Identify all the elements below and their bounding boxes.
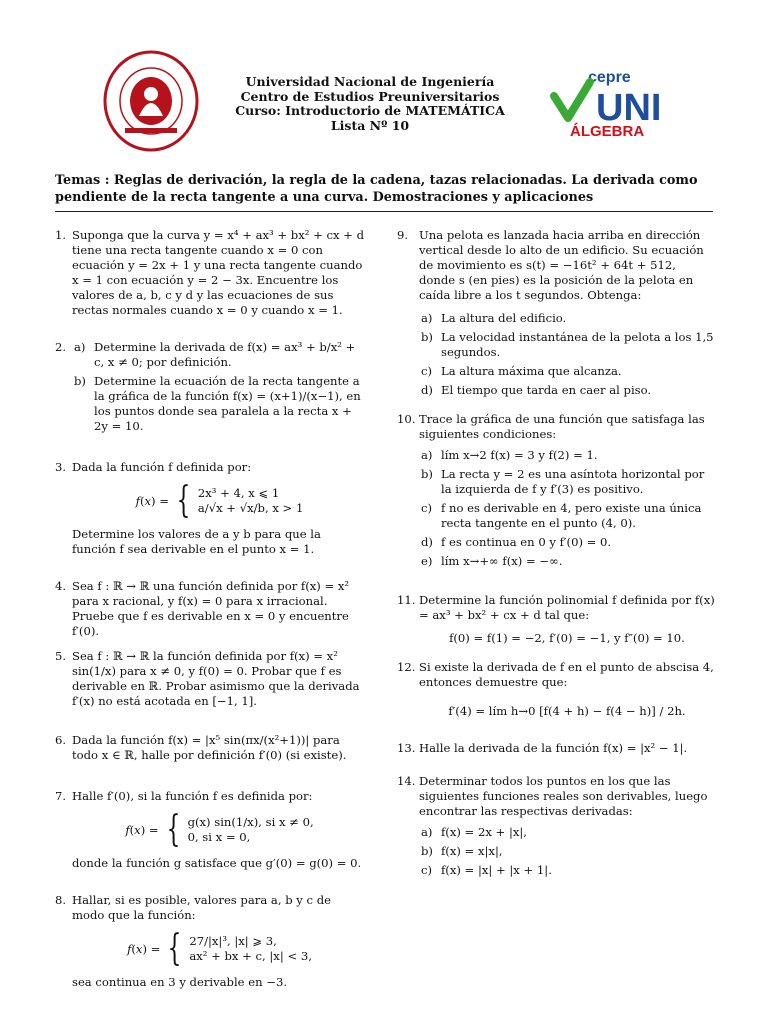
problem-number: 10. — [397, 412, 416, 426]
problem-text: Dada la función f definida por: — [72, 460, 252, 474]
subitem-b: b) f(x) = x|x|, — [421, 844, 503, 858]
subitem-list — [419, 825, 715, 878]
problem-9 — [397, 228, 715, 398]
subitem-c: c) f no es derivable en 4, pero existe una única recta tangente en el punto (4, 0). — [421, 501, 702, 530]
problem-text: Hallar, si es posible, valores para a, b y c de modo que la función: — [72, 893, 331, 922]
problem-number: 13. — [397, 741, 416, 755]
list-number: Lista Nº 10 — [330, 117, 410, 133]
svg-text:cepre: cepre — [588, 69, 631, 86]
problem-8 — [55, 893, 367, 990]
center-name: Centro de Estudios Preuniversitarios — [240, 88, 500, 104]
problem-text: Suponga que la curva y = x⁴ + ax³ + bx² + cx + d tiene una recta tangente cuando x = 0 con ecuación y = 2x + 1 y una recta tangente cuando x = 1 con ecuación y = 2 − 3x. Encuentre los valores de a, b, c y d y las ecuaciones de sus rectas normales cuando x = 0 y cuando x = 1. — [72, 228, 365, 317]
problem-number: 4. — [55, 579, 67, 593]
problem-text: Trace la gráfica de una función que satisfaga las siguientes condiciones: — [419, 412, 705, 441]
problem-text: Halle f′(0), si la función f es definida por: — [72, 789, 313, 803]
problem-2 — [55, 340, 367, 434]
subitem-a: a) f(x) = 2x + |x|, — [421, 825, 527, 839]
subitem-b: b) La velocidad instantánea de la pelota a los 1,5 segundos. — [421, 330, 714, 359]
problem-text-after: Determine los valores de a y b para que la función f sea derivable en el punto x = 1. — [72, 527, 321, 556]
subitem-d: d) f es continua en 0 y f′(0) = 0. — [421, 535, 612, 549]
subitem-c: c) f(x) = |x| + |x + 1|. — [421, 863, 552, 877]
problem-number: 9. — [397, 228, 409, 242]
problem-text: Si existe la derivada de f en el punto de abscisa 4, entonces demuestre que: — [419, 660, 714, 689]
problem-number: 5. — [55, 649, 67, 663]
cepre-uni-algebra-logo — [548, 68, 682, 140]
problem-number: 11. — [397, 593, 416, 607]
problem-text: Dada la función f(x) = |x⁵ sin(πx/(x²+1))| para todo x ∈ ℝ, halle por definición f′(0) (si existe). — [72, 733, 347, 762]
problem-text: Una pelota es lanzada hacia arriba en dirección vertical desde lo alto de un edificio. Su ecuación de movimiento es s(t) = −16t² + 64t + 512, donde s (en pies) es la posición de la pelota en caída libre a los t segundos. Obtenga: — [419, 228, 704, 302]
subitem-a: a) La altura del edificio. — [421, 311, 567, 325]
course-name: Curso: Introductorio de MATEMÁTICA — [235, 103, 505, 118]
subitem-list — [419, 311, 715, 398]
subitem-d: d) El tiempo que tarda en caer al piso. — [421, 383, 652, 397]
problem-6 — [55, 733, 367, 763]
topics-heading: Temas : Reglas de derivación, la regla de la cadena, tazas relacionadas. La derivada como pendiente de la recta tangente a una curva. Demostraciones y aplicaciones — [55, 173, 698, 205]
subitem-text: Determine la ecuación de la recta tangente a la gráfica de la función f(x) = (x+1)/(x−1), en los puntos donde sea paralela a la recta x + 2y = 10. — [94, 374, 361, 433]
formula: f(0) = f(1) = −2, f′(0) = −1, y f″(0) = 10. — [449, 631, 685, 645]
problem-number: 3. — [55, 460, 67, 474]
subitem-b: b) La recta y = 2 es una asíntota horizontal por la izquierda de f y f′(3) es positivo. — [421, 467, 705, 496]
subitem-e: e) lím x→+∞ f(x) = −∞. — [421, 554, 563, 568]
university-name: Universidad Nacional de Ingeniería — [245, 74, 495, 89]
problem-text: Halle la derivada de la función f(x) = |x² − 1|. — [419, 741, 688, 755]
case-row: 0, si x = 0, — [187, 830, 251, 844]
problem-number: 2. — [55, 340, 67, 354]
problem-text-after: sea continua en 3 y derivable en −3. — [72, 975, 288, 989]
case-row: ax² + bx + c, |x| < 3, — [189, 949, 312, 963]
svg-text:UNI: UNI — [596, 87, 662, 129]
problem-11 — [397, 593, 715, 646]
problem-3 — [55, 460, 367, 557]
problem-text-after: donde la función g satisface que g′(0) = g(0) = 0. — [72, 856, 362, 870]
left-column — [55, 228, 367, 1004]
problem-text: Sea f : ℝ → ℝ la función definida por f(x) = x² sin(1/x) para x ≠ 0, y f(0) = 0. Probar que f es derivable en ℝ. Probar asimismo que la derivada f′(x) no está acotada en [−1, 1]. — [72, 649, 360, 708]
piecewise-formula: f(x) = { 27/|x|³, |x| ⩾ 3, ax² + bx + c, |x| < 3, — [127, 928, 312, 969]
university-seal-logo — [103, 50, 199, 152]
problem-number: 8. — [55, 893, 67, 907]
problem-1 — [55, 228, 367, 318]
subitem-list — [419, 448, 715, 569]
problem-5 — [55, 649, 367, 709]
case-row: g(x) sin(1/x), si x ≠ 0, — [187, 815, 314, 829]
problem-text: Sea f : ℝ → ℝ una función definida por f(x) = x² para x racional, y f(x) = 0 para x irracional. Pruebe que f es derivable en x = 0 y encuentre f′(0). — [72, 579, 350, 638]
piecewise-formula: f(x) = { 2x³ + 4, x ⩽ 1 a/√x + √x/b, x > 1 — [135, 480, 304, 521]
problem-14 — [397, 774, 715, 878]
subitem-a: a) lím x→2 f(x) = 3 y f(2) = 1. — [421, 448, 598, 462]
piecewise-formula: f(x) = { g(x) sin(1/x), si x ≠ 0, 0, si x = 0, — [125, 809, 314, 850]
formula: f′(4) = lím h→0 [f(4 + h) − f(4 − h)] / 2h. — [448, 704, 686, 718]
subitem-b: b) Determine la ecuación de la recta tangente a la gráfica de la función f(x) = (x+1)/(x−1), en los puntos donde sea paralela a la recta x + 2y = 10. — [72, 374, 367, 434]
problem-number: 7. — [55, 789, 67, 803]
case-row: 27/|x|³, |x| ⩾ 3, — [189, 934, 277, 948]
section-divider — [55, 211, 713, 212]
case-row: a/√x + √x/b, x > 1 — [197, 501, 304, 515]
subitem-a: a) Determine la derivada de f(x) = ax³ + b/x² + c, x ≠ 0; por definición. — [72, 340, 367, 370]
problem-text: Determine la función polinomial f definida por f(x) = ax³ + bx² + cx + d tal que: — [419, 593, 715, 622]
problem-12 — [397, 660, 715, 719]
subitem-text: Determine la derivada de f(x) = ax³ + b/x² + c, x ≠ 0; por definición. — [94, 340, 356, 369]
problem-7 — [55, 789, 367, 871]
problem-text: Determinar todos los puntos en los que las siguientes funciones reales son derivables, luego encontrar las respectivas derivadas: — [419, 774, 708, 818]
problem-number: 12. — [397, 660, 416, 674]
problem-number: 6. — [55, 733, 67, 747]
svg-text:ÁLGEBRA: ÁLGEBRA — [570, 123, 645, 140]
subitem-c: c) La altura máxima que alcanza. — [421, 364, 622, 378]
problem-10 — [397, 412, 715, 569]
document-header — [220, 75, 520, 133]
problem-number: 1. — [55, 228, 67, 242]
problem-13 — [397, 741, 715, 756]
problem-number: 14. — [397, 774, 416, 788]
case-row: 2x³ + 4, x ⩽ 1 — [197, 486, 280, 500]
right-column — [397, 228, 715, 892]
problem-4 — [55, 579, 367, 639]
